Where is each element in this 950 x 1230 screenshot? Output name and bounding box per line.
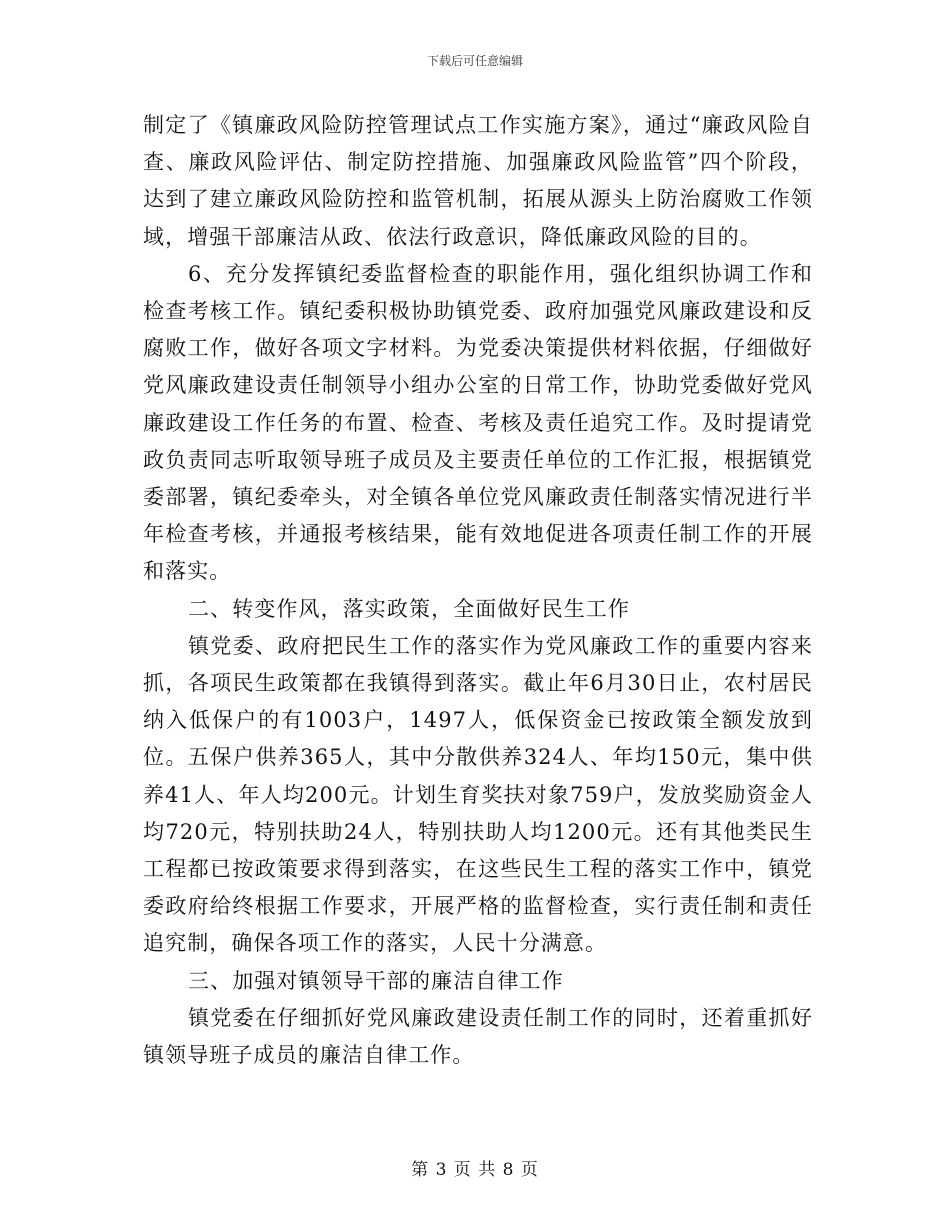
paragraph-risk-control-plan: 制定了《镇廉政风险防控管理试点工作实施方案》，通过“廉政风险自查、廉政风险评估、制定防控措施、加强廉政风险监管”四个阶段，达到了建立廉政风险防控和监管机制，拓展从源头上防治腐败工作领域，增强干部廉洁从政、依法行政意识，降低廉政风险的目的。 [143,113,813,249]
paragraph-livelihood-policies: 镇党委、政府把民生工作的落实作为党风廉政工作的重要内容来抓，各项民生政策都在我镇得到落实。截止年6月30日止，农村居民纳入低保户的有1003户，1497人，低保资金已按政策全额发放到位。五保户供养365人，其中分散供养324人、年均150元，集中供养41人、年人均200元。计划生育奖扶对象759户，发放奖励资金人均720元，特别扶助24人，特别扶助人均1200元。还有其他类民生工程都已按政策要求得到落实，在这些民生工程的落实工作中，镇党委政府给终根据工作要求，开展严格的监督检查，实行责任制和责任追究制，确保各项工作的落实，人民十分满意。 [143,633,813,956]
page-number-footer: 第 3 页 共 8 页 [411,1160,539,1180]
section-heading-livelihood: 二、转变作风，落实政策，全面做好民生工作 [188,596,630,621]
paragraph-self-discipline: 镇党委在仔细抓好党风廉政建设责任制工作的同时，还着重抓好镇领导班子成员的廉洁自律工作。 [143,1005,813,1068]
paragraph-supervision-role: 6、充分发挥镇纪委监督检查的职能作用，强化组织协调工作和检查考核工作。镇纪委积极协助镇党委、政府加强党风廉政建设和反腐败工作，做好各项文字材料。为党委决策提供材料依据，仔细做好党风廉政建设责任制领导小组办公室的日常工作，协助党委做好党风廉政建设工作任务的布置、检查、考核及责任追究工作。及时提请党政负责同志听取领导班子成员及主要责任单位的工作汇报，根据镇党委部署，镇纪委牵头，对全镇各单位党风廉政责任制落实情况进行半年检查考核，并通报考核结果，能有效地促进各项责任制工作的开展和落实。 [143,261,813,584]
page-header: 下载后可任意编辑 [426,54,523,68]
document-body [143,107,813,1074]
section-heading-self-discipline: 三、加强对镇领导干部的廉洁自律工作 [188,968,564,993]
